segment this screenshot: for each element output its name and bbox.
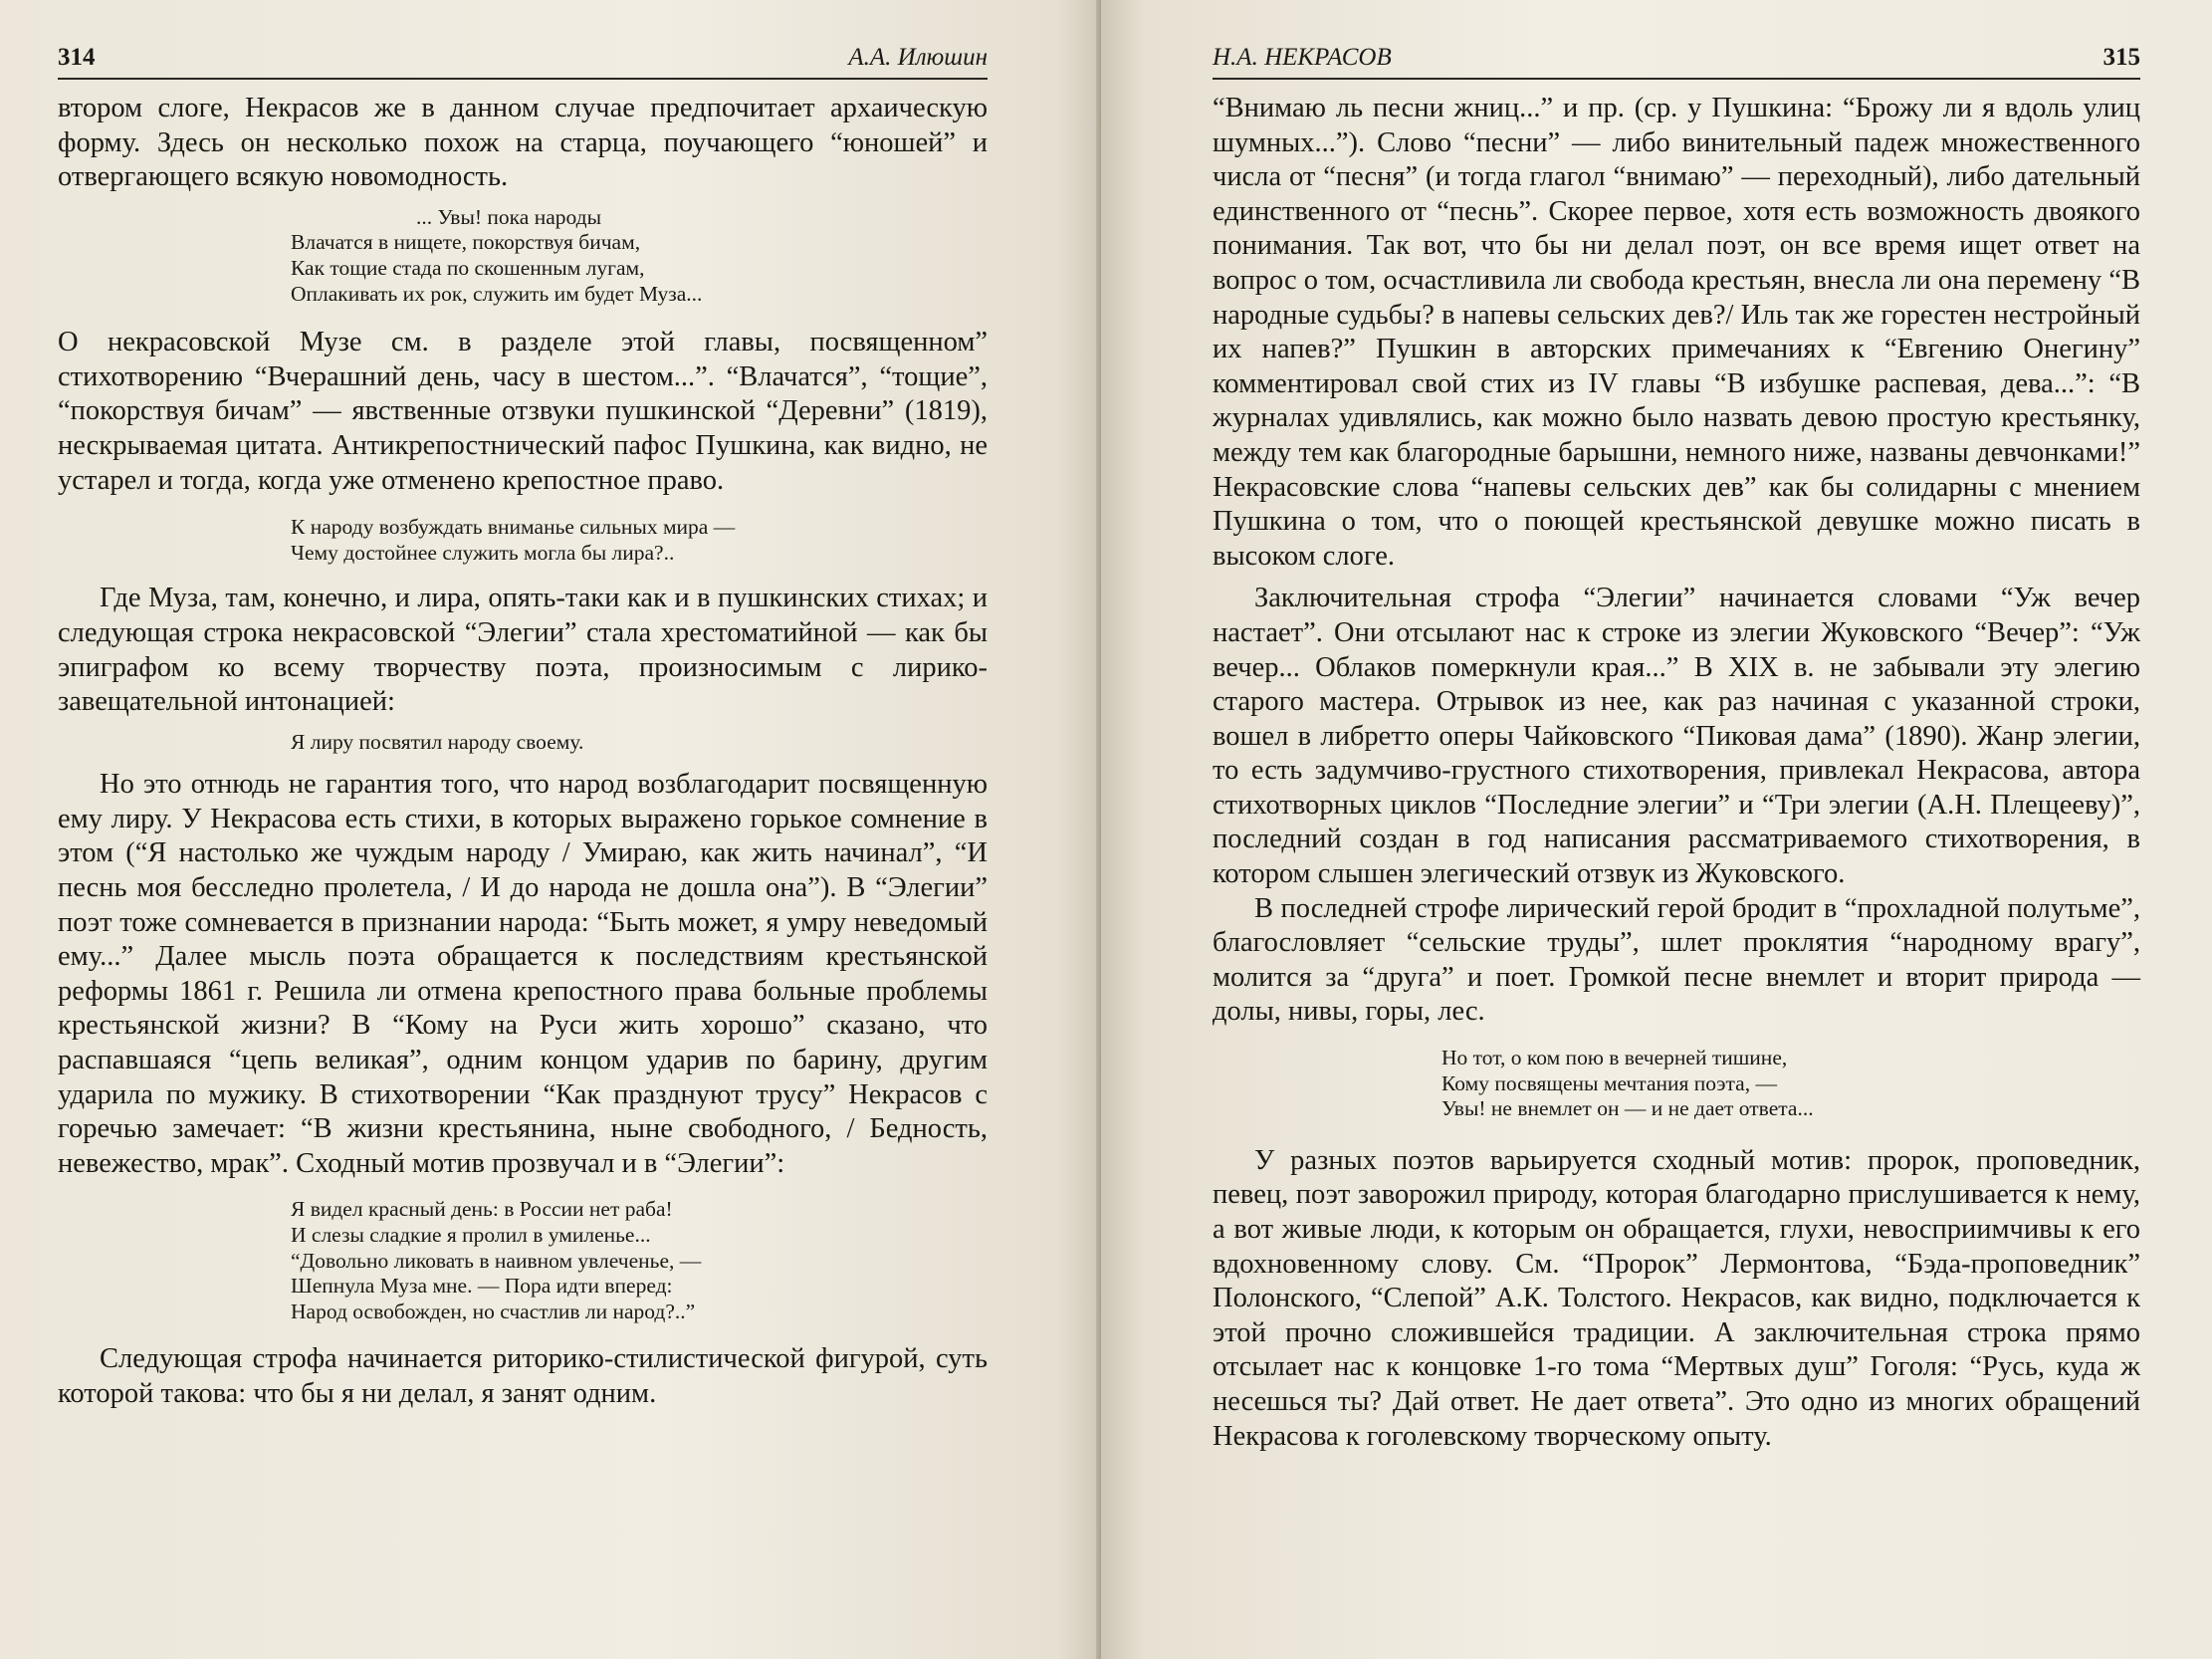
paragraph: “Внимаю ль песни жниц...” и пр. (ср. у Пушкина: “Брожу ли я вдоль улиц шумных...”). Слово “песни” — либо винительный падеж множественного числа от “песня” (и тогда глагол “внимаю” — переходный), либо дательный единственного от “песнь”. Скорее первое, хотя есть возможность двоякого понимания. Так вот, что бы ни делал поэт, он все время ищет ответ на вопрос о том, осчастливила ли свобода крестьян, внесла ли она перемену “В народные судьбы? в напевы сельских дев?/ Иль так же горестен нестройный их напев?” Пушкин в авторских примечаниях к “Евгению Онегину” комментировал свой стих из IV главы “В избушке распевая, дева...”: “В журналах удивлялись, как можно было назвать девою простую крестьянку, между тем как благородные барышни, немного ниже, названы девчонками!” Некрасовские слова “напевы сельских дев” как бы солидарны с мнением Пушкина о том, что о поющей крестьянской девушке можно писать в высоком слоге. <box>1213 93 2140 572</box>
paragraph: Где Муза, там, конечно, и лира, опять-таки как и в пушкинских стихах; и следующая строка некрасовской “Элегии” стала хрестоматийной — как бы эпиграфом ко всему творчеству поэта, произносимым с лирико-завещательной интонацией: <box>58 583 988 718</box>
verse-line: Я видел красный день: в России нет раба! <box>291 1197 673 1222</box>
paragraph: Следующая строфа начинается риторико-стилистической фигурой, суть которой такова: что бы я ни делал, я занят одним. <box>58 1343 988 1409</box>
page-body <box>58 92 988 1412</box>
verse-quote <box>1441 1046 2140 1122</box>
verse-quote <box>291 205 988 307</box>
verse-line: Шепнула Муза мне. — Пора идти вперед: <box>291 1274 673 1299</box>
paragraph: втором слоге, Некрасов же в данном случае предпочитает архаическую форму. Здесь он несколько похож на старца, поучающего “юношей” и отвергающего всякую новомодность. <box>58 93 988 193</box>
page-body <box>1213 92 2140 1454</box>
verse-line: ... Увы! пока народы <box>416 204 602 229</box>
verse-line: И слезы сладкие я пролил в умиленье... <box>291 1223 651 1247</box>
right-page <box>1101 0 2212 1659</box>
verse-line: Влачатся в нищете, покорствуя бичам, <box>291 230 641 255</box>
page-number: 315 <box>2102 44 2140 71</box>
verse-line: Народ освобожден, но счастлив ли народ?..” <box>291 1299 696 1323</box>
verse-line: Кому посвящены мечтания поэта, — <box>1441 1070 1777 1095</box>
verse-line: Оплакивать их рок, служить им будет Муза... <box>291 281 703 306</box>
running-head: А.А. Илюшин <box>848 44 988 71</box>
paragraph: О некрасовской Музе см. в разделе этой главы, посвященном” стихотворению “Вчерашний день, часу в шестом...”. “Влачатся”, “тощие”, “покорствуя бичам” — явственные отзвуки пушкинской “Деревни” (1819), нескрываемая цитата. Антикрепостнический пафос Пушкина, как видно, не устарел и тогда, когда уже отменено крепостное право. <box>58 327 988 496</box>
verse-line: К народу возбуждать вниманье сильных мира — <box>291 515 736 540</box>
verse-quote <box>291 1197 988 1324</box>
verse-quote <box>291 515 988 566</box>
paragraph: В последней строфе лирический герой бродит в “прохладной полутьме”, благословляет “сельские труды”, шлет проклятия “народному врагу”, молится за “друга” и поет. Громкой песне внемлет и вторит природа — долы, нивы, горы, лес. <box>1213 892 2140 1028</box>
verse-line: Я лиру посвятил народу своему. <box>291 729 584 754</box>
page-header <box>58 38 988 80</box>
verse-line: Но тот, о ком пою в вечерней тишине, <box>1441 1046 1788 1070</box>
page-number: 314 <box>58 44 96 71</box>
verse-line: “Довольно ликовать в наивном увлеченье, — <box>291 1248 702 1273</box>
paragraph: Заключительная строфа “Элегии” начинается словами “Уж вечер настает”. Они отсылают нас к строке из элегии Жуковского “Вечер”: “Уж вечер... Облаков померкнули края...” В XIX в. не забывали эту элегию старого мастера. Отрывок из нее, как раз начиная с указанной строки, вошел в либретто оперы Чайковского “Пиковая дама” (1890). Жанр элегии, то есть задумчиво-грустного стихотворения, привлекал Некрасова, автора стихотворных циклов “Последние элегии” и “Три элегии (А.Н. Плещееву)”, последний создан в год написания рассматриваемого стихотворения, в котором слышен элегический отзвук из Жуковского. <box>1213 583 2140 890</box>
paragraph: Но это отнюдь не гарантия того, что народ возблагодарит посвященную ему лиру. У Некрасова есть стихи, в которых выражено горькое сомнение в этом (“Я настолько же чуждым народу / Умираю, как жить начинал”, “И песнь моя бесследно пролетела, / И до народа не дошла она”). В “Элегии” поэт тоже сомневается в признании народа: “Быть может, я умру неведомый ему...” Далее мысль поэта обращается к последствиям крестьянской реформы 1861 г. Решила ли отмена крепостного права больные проблемы крестьянской жизни? В “Кому на Руси жить хорошо” сказано, что распавшаяся “цепь великая”, одним концом ударив по барину, другим ударила по мужику. В стихотворении “Как празднуют трусу” Некрасов с горечью замечает: “В жизни крестьянина, ныне свободного, / Бедность, невежество, мрак”. Сходный мотив прозвучал и в “Элегии”: <box>58 769 988 1179</box>
paragraph: У разных поэтов варьируется сходный мотив: пророк, проповедник, певец, поэт заворожил природу, которая благодарно прислушивается к нему, а вот живые люди, к которым он обращается, глухи, невосприимчивы к его вдохновенному слову. См. “Пророк” Лермонтова, “Бэда-проповедник” Полонского, “Слепой” А.К. Толстого. Некрасов, как видно, подключается к этой прочно сложившейся традиции. А заключительная строка прямо отсылает нас к концовке 1-го тома “Мертвых душ” Гоголя: “Русь, куда ж несешься ты? Дай ответ. Не дает ответа”. Это одно из многих обращений Некрасова к гоголевскому творческому опыту. <box>1213 1144 2140 1452</box>
left-page <box>0 0 1101 1659</box>
running-head: Н.А. НЕКРАСОВ <box>1213 44 1392 71</box>
verse-line: Увы! не внемлет он — и не дает ответа... <box>1441 1096 1814 1121</box>
verse-line: Чему достойнее служить могла бы лира?.. <box>291 540 675 565</box>
verse-quote <box>291 730 988 756</box>
verse-line: Как тощие стада по скошенным лугам, <box>291 255 645 280</box>
page-header <box>1213 38 2140 80</box>
